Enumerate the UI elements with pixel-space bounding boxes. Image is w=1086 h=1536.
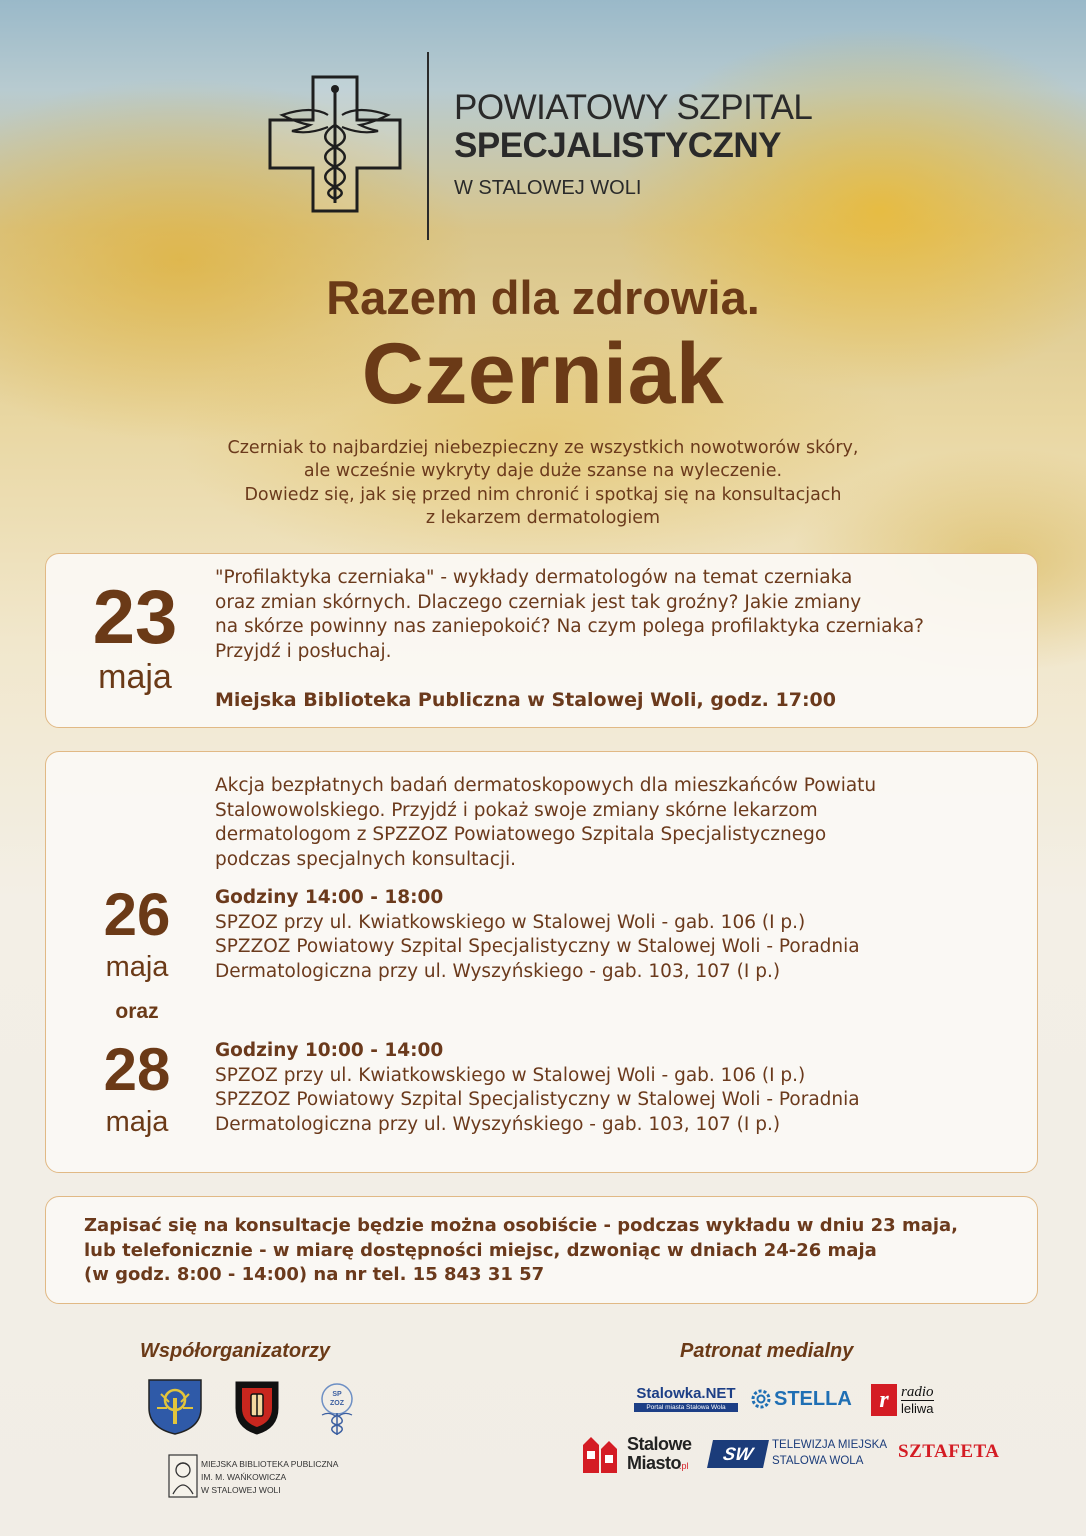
radio-leliwa-top: radio (901, 1384, 934, 1400)
coorganizers-heading: Współorganizatorzy (140, 1340, 331, 1362)
stella-logo (750, 1386, 858, 1412)
intro-line: Czerniak to najbardziej niebezpieczny ze wszystkich nowotworów skóry, (227, 438, 859, 458)
stalowe-miasto-emblem-icon (581, 1435, 623, 1475)
stalowka-net-tagline: Portal miasta Stalowa Wola (634, 1403, 738, 1412)
lecture-description (215, 566, 924, 664)
stalowe-miasto-line1: Stalowe (627, 1434, 692, 1454)
consultations-description (215, 774, 876, 872)
intro-line: z lekarzem dermatologiem (425, 507, 661, 528)
slot-line: SPZOZ przy ul. Kwiatkowskiego w Stalowej Woli - gab. 106 (I p.) (215, 1064, 806, 1086)
signup-info (84, 1214, 958, 1288)
logo-divider (427, 52, 429, 240)
svg-text:ZOZ: ZOZ (330, 1400, 344, 1407)
slot-line: SPZZOZ Powiatowy Szpital Specjalistyczny w Stalowej Woli - Poradnia (215, 936, 860, 957)
stalowe-miasto-suffix: .pl (679, 1461, 689, 1471)
caduceus-cross-icon (268, 75, 402, 213)
lecture-description-line: na skórze powinny nas zaniepokoić? Na czym polega profilaktyka czerniaka? (215, 616, 924, 637)
hospital-name-line2: SPECJALISTYCZNY (454, 126, 781, 165)
media-patrons-heading: Patronat medialny (680, 1340, 854, 1362)
consultations-description-line: dermatologom z SPZZOZ Powiatowego Szpitala Specjalistycznego (215, 824, 827, 845)
lecture-description-line: oraz zmian skórnych. Dlaczego czerniak jest tak groźny? Jakie zmiany (215, 591, 862, 613)
lecture-place: Miejska Biblioteka Publiczna w Stalowej Woli, godz. 17:00 (215, 689, 836, 711)
signup-line: lub telefonicznie - w miarę dostępności miejsc, dzwoniąc w dniach 24-26 maja (84, 1239, 877, 1261)
slot-line: Dermatologiczna przy ul. Wyszyńskiego - gab. 103, 107 (I p.) (215, 1113, 781, 1135)
consultation-slot-2 (215, 1039, 860, 1137)
signup-line: (w godz. 8:00 - 14:00) na nr tel. 15 843 31 57 (84, 1264, 545, 1285)
library-label (201, 1458, 338, 1497)
tv-badge: SW (707, 1440, 769, 1468)
stalowka-net-logo (634, 1385, 738, 1413)
page-title: Czerniak (361, 326, 725, 422)
intro-line: Dowiedz się, jak się przed nim chronić i spotkaj się na konsultacjach (244, 484, 842, 505)
consultations-description-line: Stalowowolskiego. Przyjdź i pokaż swoje zmiany skórne lekarzom (215, 799, 818, 821)
slot-hours: Godziny 10:00 - 14:00 (215, 1040, 444, 1061)
tv-line1: TELEWIZJA MIEJSKA (772, 1439, 888, 1451)
lecture-day: 23 (92, 575, 178, 660)
library-label-line: MIEJSKA BIBLIOTEKA PUBLICZNA (201, 1459, 339, 1469)
stella-gear-icon (750, 1388, 772, 1410)
intro-paragraph (0, 437, 1086, 530)
title-tagline: Razem dla zdrowia. (326, 271, 760, 324)
lecture-description-line: Przyjdź i posłuchaj. (215, 640, 392, 662)
consultation-month-1: maja (105, 951, 169, 983)
signup-line: Zapisać się na konsultacje będzie można osobiście - podczas wykładu w dniu 23 maja, (84, 1215, 959, 1236)
hospital-name-line3: W STALOWEJ WOLI (454, 177, 642, 199)
svg-text:SP: SP (332, 1391, 342, 1398)
stalowka-net-name: Stalowka.NET (636, 1385, 736, 1402)
radio-leliwa-logo (871, 1384, 945, 1416)
consultation-day-1: 26 (103, 881, 171, 948)
spzoz-caduceus-icon (310, 1379, 364, 1437)
lecture-description-line: "Profilaktyka czerniaka" - wykłady dermatologów na temat czerniaka (215, 567, 853, 588)
stalowe-miasto-line2: Miasto (627, 1453, 682, 1473)
stella-name: STELLA (774, 1387, 852, 1410)
intro-line: ale wcześnie wykryty daje duże szanse na wyleczenie. (303, 461, 783, 482)
consultations-description-line: Akcja bezpłatnych badań dermatoskopowych dla mieszkańców Powiatu (215, 775, 877, 796)
library-portrait-icon (168, 1454, 198, 1498)
city-coat-of-arms-icon (234, 1380, 280, 1436)
slot-line: Dermatologiczna przy ul. Wyszyńskiego - gab. 103, 107 (I p.) (215, 960, 781, 982)
stalowe-miasto-logo (581, 1433, 691, 1477)
slot-line: SPZZOZ Powiatowy Szpital Specjalistyczny w Stalowej Woli - Poradnia (215, 1089, 860, 1110)
lecture-month: maja (98, 658, 172, 696)
library-label-line: IM. M. WAŃKOWICZA (201, 1472, 287, 1482)
hospital-name-line1: POWIATOWY SZPITAL (454, 88, 813, 127)
county-coat-of-arms-icon (147, 1378, 203, 1436)
library-label-line: W STALOWEJ WOLI (201, 1485, 281, 1495)
slot-line: SPZOZ przy ul. Kwiatkowskiego w Stalowej Woli - gab. 106 (I p.) (215, 911, 806, 933)
slot-hours: Godziny 14:00 - 18:00 (215, 887, 444, 908)
tv-stalowa-wola-logo (710, 1436, 888, 1474)
consultation-day-2: 28 (103, 1036, 171, 1103)
radio-leliwa-r-icon: r (871, 1384, 897, 1416)
radio-leliwa-bottom: leliwa (901, 1401, 934, 1416)
tv-line2: STALOWA WOLA (772, 1455, 864, 1467)
sztafeta-logo: SZTAFETA (898, 1441, 1000, 1462)
consultations-description-line: podczas specjalnych konsultacji. (215, 848, 517, 870)
consultation-slot-1 (215, 886, 860, 984)
date-connector: oraz (115, 1000, 159, 1023)
consultation-month-2: maja (105, 1106, 169, 1138)
